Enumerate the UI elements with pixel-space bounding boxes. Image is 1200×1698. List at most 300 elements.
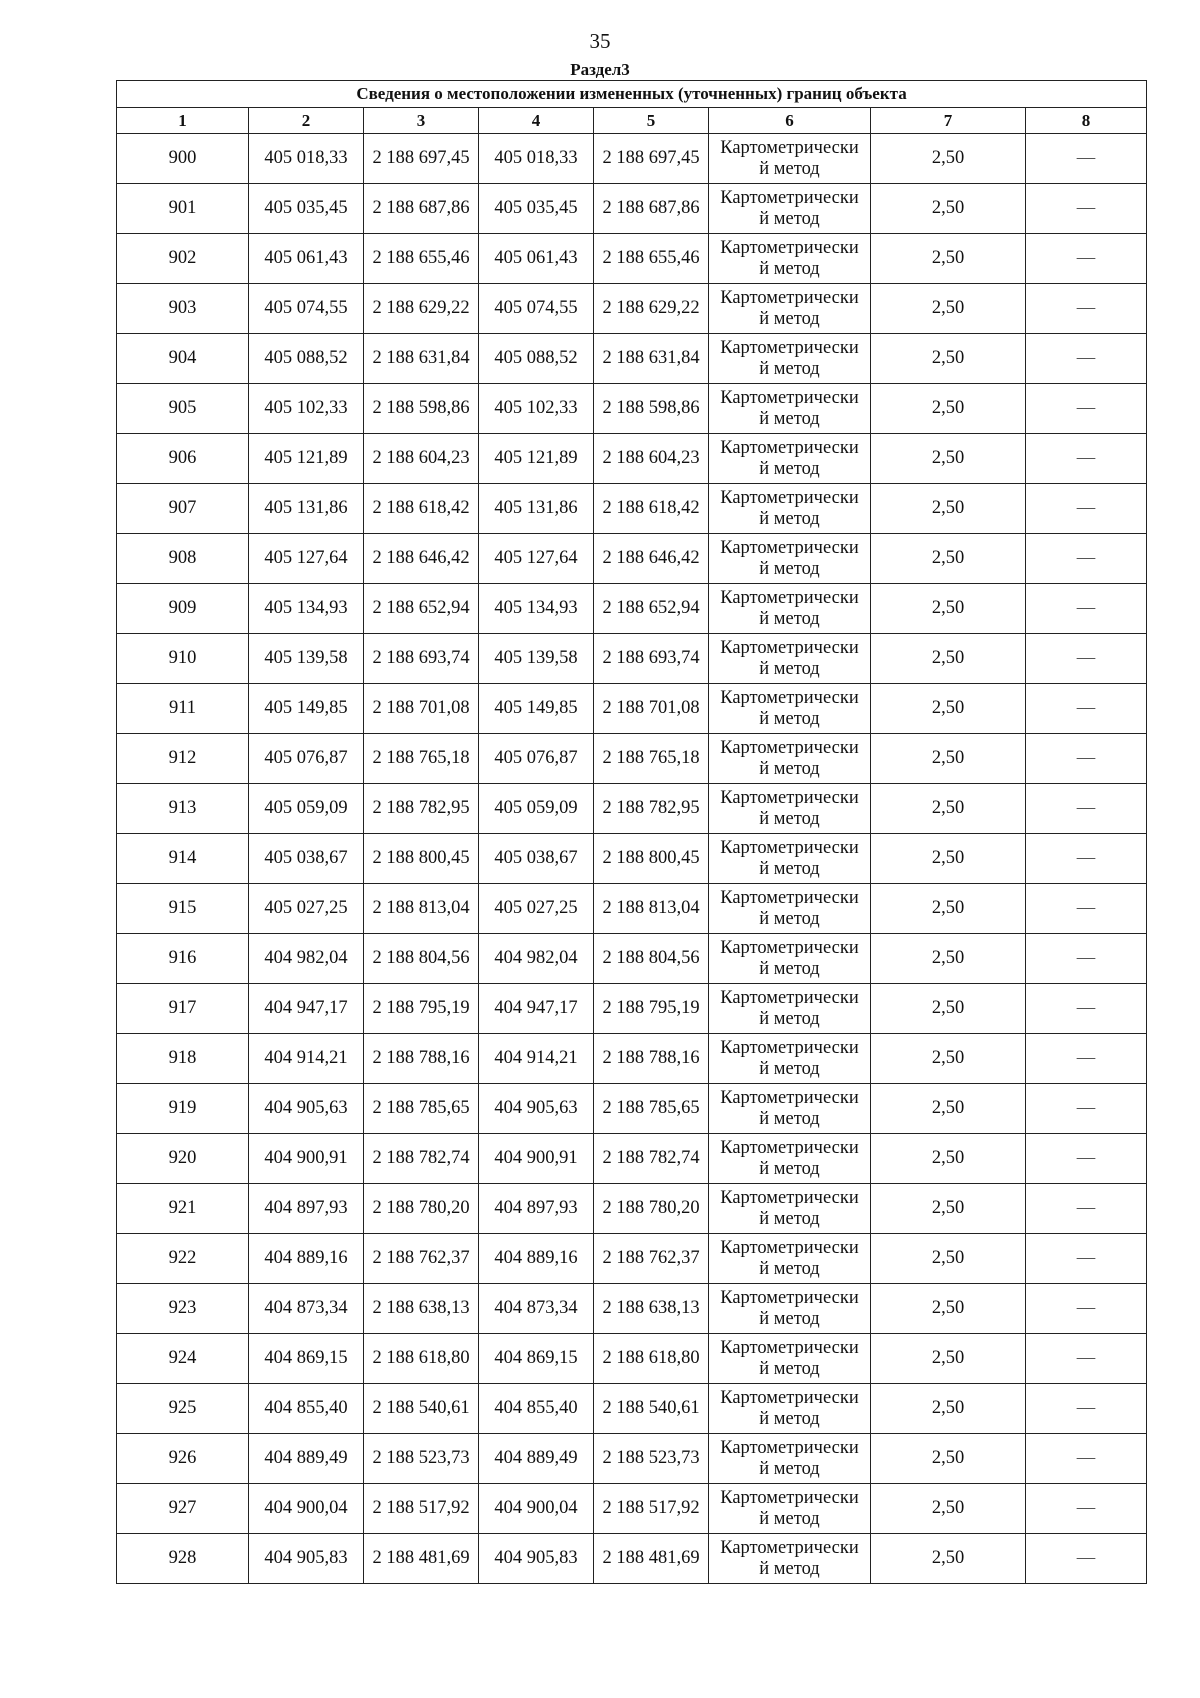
description-cell: — [1026, 634, 1147, 684]
method-text-line1: Картометрически [720, 637, 859, 658]
method-cell [709, 284, 871, 334]
method-cell [709, 334, 871, 384]
page-number: 35 [589, 29, 611, 53]
point-number-cell: 911 [117, 684, 249, 734]
method-text-line2: й метод [759, 1258, 820, 1279]
y-coord-cell: 2 188 800,45 [364, 834, 479, 884]
method-cell [709, 134, 871, 184]
method-cell [709, 1284, 871, 1334]
y-coord-cell: 2 188 481,69 [364, 1534, 479, 1584]
table-row [117, 184, 1147, 234]
method-text-line1: Картометрически [720, 887, 859, 908]
method-text-line2: й метод [759, 1158, 820, 1179]
description-cell: — [1026, 884, 1147, 934]
x-coord-cell: 405 027,25 [249, 884, 364, 934]
point-number-cell: 900 [117, 134, 249, 184]
coordinates-table [116, 80, 1147, 1584]
y-coord-new-cell: 2 188 780,20 [594, 1184, 709, 1234]
point-number-cell: 904 [117, 334, 249, 384]
x-coord-cell: 404 889,16 [249, 1234, 364, 1284]
y-coord-new-cell: 2 188 517,92 [594, 1484, 709, 1534]
method-text-line1: Картометрически [720, 1387, 859, 1408]
table-row [117, 234, 1147, 284]
method-text-line2: й метод [759, 1508, 820, 1529]
description-cell: — [1026, 334, 1147, 384]
x-coord-cell: 405 139,58 [249, 634, 364, 684]
x-coord-cell: 405 088,52 [249, 334, 364, 384]
accuracy-cell: 2,50 [871, 934, 1026, 984]
accuracy-cell: 2,50 [871, 534, 1026, 584]
y-coord-cell: 2 188 795,19 [364, 984, 479, 1034]
description-cell: — [1026, 1284, 1147, 1334]
method-text-line1: Картометрически [720, 437, 859, 458]
method-text-line2: й метод [759, 908, 820, 929]
x-coord-new-cell: 405 027,25 [479, 884, 594, 934]
y-coord-new-cell: 2 188 604,23 [594, 434, 709, 484]
method-text-line2: й метод [759, 1558, 820, 1579]
x-coord-new-cell: 405 149,85 [479, 684, 594, 734]
method-cell [709, 234, 871, 284]
table-title: Сведения о местоположении измененных (уточненных) границ объекта [117, 81, 1147, 108]
accuracy-cell: 2,50 [871, 884, 1026, 934]
y-coord-cell: 2 188 523,73 [364, 1434, 479, 1484]
y-coord-new-cell: 2 188 618,80 [594, 1334, 709, 1384]
method-text-line2: й метод [759, 1358, 820, 1379]
table-row [117, 1234, 1147, 1284]
x-coord-cell: 405 149,85 [249, 684, 364, 734]
method-text-line1: Картометрически [720, 187, 859, 208]
accuracy-cell: 2,50 [871, 1534, 1026, 1584]
y-coord-new-cell: 2 188 481,69 [594, 1534, 709, 1584]
table-row [117, 1084, 1147, 1134]
table-row [117, 334, 1147, 384]
accuracy-cell: 2,50 [871, 784, 1026, 834]
x-coord-cell: 405 102,33 [249, 384, 364, 434]
x-coord-new-cell: 405 076,87 [479, 734, 594, 784]
x-coord-new-cell: 405 059,09 [479, 784, 594, 834]
description-cell: — [1026, 234, 1147, 284]
accuracy-cell: 2,50 [871, 1234, 1026, 1284]
point-number-cell: 923 [117, 1284, 249, 1334]
method-text-line1: Картометрически [720, 1187, 859, 1208]
point-number-cell: 906 [117, 434, 249, 484]
x-coord-cell: 405 134,93 [249, 584, 364, 634]
table-row [117, 534, 1147, 584]
y-coord-cell: 2 188 638,13 [364, 1284, 479, 1334]
method-text-line1: Картометрически [720, 237, 859, 258]
y-coord-new-cell: 2 188 631,84 [594, 334, 709, 384]
column-number-header: 1 [117, 108, 249, 134]
description-cell: — [1026, 184, 1147, 234]
x-coord-new-cell: 404 869,15 [479, 1334, 594, 1384]
description-cell: — [1026, 784, 1147, 834]
x-coord-new-cell: 405 131,86 [479, 484, 594, 534]
x-coord-new-cell: 404 855,40 [479, 1384, 594, 1434]
y-coord-cell: 2 188 765,18 [364, 734, 479, 784]
method-text-line2: й метод [759, 1108, 820, 1129]
table-row [117, 984, 1147, 1034]
x-coord-cell: 405 035,45 [249, 184, 364, 234]
accuracy-cell: 2,50 [871, 284, 1026, 334]
method-text-line1: Картометрически [720, 487, 859, 508]
method-text-line1: Картометрически [720, 1237, 859, 1258]
method-text-line2: й метод [759, 758, 820, 779]
method-text-line2: й метод [759, 208, 820, 229]
x-coord-cell: 404 897,93 [249, 1184, 364, 1234]
x-coord-new-cell: 404 947,17 [479, 984, 594, 1034]
point-number-cell: 927 [117, 1484, 249, 1534]
description-cell: — [1026, 384, 1147, 434]
method-cell [709, 534, 871, 584]
table-row [117, 1034, 1147, 1084]
method-text-line1: Картометрически [720, 1137, 859, 1158]
method-text-line2: й метод [759, 708, 820, 729]
method-cell [709, 1384, 871, 1434]
method-text-line1: Картометрически [720, 837, 859, 858]
section-label: Раздел3 [570, 60, 630, 79]
point-number-cell: 919 [117, 1084, 249, 1134]
point-number-cell: 922 [117, 1234, 249, 1284]
point-number-cell: 910 [117, 634, 249, 684]
accuracy-cell: 2,50 [871, 334, 1026, 384]
x-coord-new-cell: 405 121,89 [479, 434, 594, 484]
method-text-line2: й метод [759, 958, 820, 979]
description-cell: — [1026, 1134, 1147, 1184]
description-cell: — [1026, 134, 1147, 184]
method-text-line2: й метод [759, 608, 820, 629]
x-coord-cell: 405 018,33 [249, 134, 364, 184]
y-coord-cell: 2 188 517,92 [364, 1484, 479, 1534]
method-text-line1: Картометрически [720, 537, 859, 558]
accuracy-cell: 2,50 [871, 384, 1026, 434]
table-row [117, 134, 1147, 184]
description-cell: — [1026, 534, 1147, 584]
y-coord-cell: 2 188 762,37 [364, 1234, 479, 1284]
y-coord-cell: 2 188 782,95 [364, 784, 479, 834]
x-coord-cell: 404 914,21 [249, 1034, 364, 1084]
description-cell: — [1026, 1234, 1147, 1284]
x-coord-new-cell: 405 088,52 [479, 334, 594, 384]
x-coord-new-cell: 404 889,49 [479, 1434, 594, 1484]
table-row [117, 934, 1147, 984]
column-number-row [117, 108, 1147, 134]
accuracy-cell: 2,50 [871, 1184, 1026, 1234]
description-cell: — [1026, 1384, 1147, 1434]
x-coord-cell: 405 059,09 [249, 784, 364, 834]
accuracy-cell: 2,50 [871, 184, 1026, 234]
y-coord-new-cell: 2 188 618,42 [594, 484, 709, 534]
point-number-cell: 901 [117, 184, 249, 234]
point-number-cell: 902 [117, 234, 249, 284]
y-coord-new-cell: 2 188 762,37 [594, 1234, 709, 1284]
method-cell [709, 984, 871, 1034]
method-text-line2: й метод [759, 1458, 820, 1479]
method-cell [709, 1534, 871, 1584]
description-cell: — [1026, 1184, 1147, 1234]
method-cell [709, 884, 871, 934]
y-coord-new-cell: 2 188 782,95 [594, 784, 709, 834]
method-cell [709, 834, 871, 884]
table-row [117, 784, 1147, 834]
table-row [117, 1184, 1147, 1234]
method-text-line1: Картометрически [720, 737, 859, 758]
description-cell: — [1026, 484, 1147, 534]
accuracy-cell: 2,50 [871, 1484, 1026, 1534]
method-cell [709, 1234, 871, 1284]
method-text-line1: Картометрически [720, 387, 859, 408]
x-coord-cell: 405 131,86 [249, 484, 364, 534]
accuracy-cell: 2,50 [871, 1434, 1026, 1484]
method-text-line2: й метод [759, 1058, 820, 1079]
method-text-line1: Картометрически [720, 937, 859, 958]
y-coord-cell: 2 188 813,04 [364, 884, 479, 934]
x-coord-cell: 404 873,34 [249, 1284, 364, 1334]
y-coord-cell: 2 188 598,86 [364, 384, 479, 434]
accuracy-cell: 2,50 [871, 234, 1026, 284]
x-coord-cell: 404 905,63 [249, 1084, 364, 1134]
method-cell [709, 934, 871, 984]
point-number-cell: 908 [117, 534, 249, 584]
y-coord-new-cell: 2 188 701,08 [594, 684, 709, 734]
x-coord-cell: 405 127,64 [249, 534, 364, 584]
point-number-cell: 909 [117, 584, 249, 634]
method-cell [709, 1334, 871, 1384]
description-cell: — [1026, 1434, 1147, 1484]
table-row [117, 1334, 1147, 1384]
y-coord-new-cell: 2 188 629,22 [594, 284, 709, 334]
y-coord-cell: 2 188 693,74 [364, 634, 479, 684]
column-number-header: 5 [594, 108, 709, 134]
point-number-cell: 921 [117, 1184, 249, 1234]
accuracy-cell: 2,50 [871, 1084, 1026, 1134]
table-row [117, 884, 1147, 934]
description-cell: — [1026, 1484, 1147, 1534]
method-text-line1: Картометрически [720, 987, 859, 1008]
table-row [117, 284, 1147, 334]
x-coord-cell: 405 038,67 [249, 834, 364, 884]
accuracy-cell: 2,50 [871, 634, 1026, 684]
table-row [117, 384, 1147, 434]
table-row [117, 834, 1147, 884]
y-coord-cell: 2 188 785,65 [364, 1084, 479, 1134]
method-text-line2: й метод [759, 1308, 820, 1329]
method-text-line1: Картометрически [720, 1337, 859, 1358]
y-coord-new-cell: 2 188 785,65 [594, 1084, 709, 1134]
accuracy-cell: 2,50 [871, 484, 1026, 534]
y-coord-new-cell: 2 188 638,13 [594, 1284, 709, 1334]
description-cell: — [1026, 1334, 1147, 1384]
point-number-cell: 912 [117, 734, 249, 784]
y-coord-new-cell: 2 188 598,86 [594, 384, 709, 434]
x-coord-new-cell: 405 018,33 [479, 134, 594, 184]
table-body [117, 134, 1147, 1584]
column-number-header: 7 [871, 108, 1026, 134]
y-coord-new-cell: 2 188 687,86 [594, 184, 709, 234]
method-text-line1: Картометрически [720, 587, 859, 608]
point-number-cell: 916 [117, 934, 249, 984]
point-number-cell: 915 [117, 884, 249, 934]
column-number-header: 8 [1026, 108, 1147, 134]
method-text-line2: й метод [759, 308, 820, 329]
method-cell [709, 684, 871, 734]
method-text-line2: й метод [759, 658, 820, 679]
x-coord-new-cell: 404 873,34 [479, 1284, 594, 1334]
description-cell: — [1026, 1034, 1147, 1084]
y-coord-cell: 2 188 701,08 [364, 684, 479, 734]
table-row [117, 584, 1147, 634]
method-text-line2: й метод [759, 508, 820, 529]
method-text-line2: й метод [759, 458, 820, 479]
y-coord-new-cell: 2 188 800,45 [594, 834, 709, 884]
point-number-cell: 917 [117, 984, 249, 1034]
x-coord-new-cell: 405 134,93 [479, 584, 594, 634]
x-coord-new-cell: 405 061,43 [479, 234, 594, 284]
y-coord-cell: 2 188 604,23 [364, 434, 479, 484]
description-cell: — [1026, 434, 1147, 484]
table-row [117, 1434, 1147, 1484]
x-coord-new-cell: 405 035,45 [479, 184, 594, 234]
x-coord-cell: 404 947,17 [249, 984, 364, 1034]
y-coord-new-cell: 2 188 697,45 [594, 134, 709, 184]
x-coord-cell: 404 900,91 [249, 1134, 364, 1184]
method-text-line1: Картометрически [720, 1487, 859, 1508]
y-coord-cell: 2 188 780,20 [364, 1184, 479, 1234]
x-coord-cell: 404 869,15 [249, 1334, 364, 1384]
description-cell: — [1026, 934, 1147, 984]
y-coord-cell: 2 188 631,84 [364, 334, 479, 384]
x-coord-cell: 404 905,83 [249, 1534, 364, 1584]
column-number-header: 6 [709, 108, 871, 134]
y-coord-cell: 2 188 782,74 [364, 1134, 479, 1184]
method-text-line2: й метод [759, 1408, 820, 1429]
column-number-header: 3 [364, 108, 479, 134]
accuracy-cell: 2,50 [871, 1034, 1026, 1084]
accuracy-cell: 2,50 [871, 434, 1026, 484]
x-coord-cell: 404 855,40 [249, 1384, 364, 1434]
x-coord-new-cell: 404 889,16 [479, 1234, 594, 1284]
y-coord-new-cell: 2 188 765,18 [594, 734, 709, 784]
accuracy-cell: 2,50 [871, 1384, 1026, 1434]
point-number-cell: 918 [117, 1034, 249, 1084]
accuracy-cell: 2,50 [871, 834, 1026, 884]
y-coord-new-cell: 2 188 804,56 [594, 934, 709, 984]
method-cell [709, 634, 871, 684]
x-coord-cell: 405 121,89 [249, 434, 364, 484]
y-coord-cell: 2 188 687,86 [364, 184, 479, 234]
point-number-cell: 928 [117, 1534, 249, 1584]
y-coord-new-cell: 2 188 788,16 [594, 1034, 709, 1084]
point-number-cell: 914 [117, 834, 249, 884]
y-coord-new-cell: 2 188 540,61 [594, 1384, 709, 1434]
point-number-cell: 913 [117, 784, 249, 834]
method-cell [709, 784, 871, 834]
method-text-line1: Картометрически [720, 1287, 859, 1308]
x-coord-new-cell: 404 897,93 [479, 1184, 594, 1234]
x-coord-new-cell: 404 900,04 [479, 1484, 594, 1534]
y-coord-cell: 2 188 540,61 [364, 1384, 479, 1434]
method-text-line2: й метод [759, 408, 820, 429]
table-row [117, 734, 1147, 784]
description-cell: — [1026, 684, 1147, 734]
method-text-line2: й метод [759, 158, 820, 179]
method-cell [709, 1484, 871, 1534]
y-coord-new-cell: 2 188 795,19 [594, 984, 709, 1034]
point-number-cell: 926 [117, 1434, 249, 1484]
point-number-cell: 924 [117, 1334, 249, 1384]
method-text-line1: Картометрически [720, 337, 859, 358]
accuracy-cell: 2,50 [871, 1334, 1026, 1384]
y-coord-cell: 2 188 629,22 [364, 284, 479, 334]
point-number-cell: 925 [117, 1384, 249, 1434]
x-coord-new-cell: 404 905,63 [479, 1084, 594, 1134]
y-coord-new-cell: 2 188 523,73 [594, 1434, 709, 1484]
method-text-line1: Картометрически [720, 1437, 859, 1458]
table-row [117, 1484, 1147, 1534]
y-coord-new-cell: 2 188 813,04 [594, 884, 709, 934]
description-cell: — [1026, 1084, 1147, 1134]
method-cell [709, 1184, 871, 1234]
point-number-cell: 905 [117, 384, 249, 434]
description-cell: — [1026, 734, 1147, 784]
method-text-line2: й метод [759, 358, 820, 379]
x-coord-new-cell: 404 914,21 [479, 1034, 594, 1084]
x-coord-new-cell: 404 900,91 [479, 1134, 594, 1184]
table-row [117, 1534, 1147, 1584]
method-text-line2: й метод [759, 808, 820, 829]
method-text-line1: Картометрически [720, 1537, 859, 1558]
x-coord-new-cell: 404 905,83 [479, 1534, 594, 1584]
accuracy-cell: 2,50 [871, 584, 1026, 634]
column-number-header: 4 [479, 108, 594, 134]
method-text-line1: Картометрически [720, 787, 859, 808]
y-coord-new-cell: 2 188 655,46 [594, 234, 709, 284]
x-coord-new-cell: 405 127,64 [479, 534, 594, 584]
point-number-cell: 903 [117, 284, 249, 334]
accuracy-cell: 2,50 [871, 984, 1026, 1034]
y-coord-new-cell: 2 188 652,94 [594, 584, 709, 634]
description-cell: — [1026, 284, 1147, 334]
method-text-line1: Картометрически [720, 287, 859, 308]
method-text-line1: Картометрически [720, 1087, 859, 1108]
y-coord-new-cell: 2 188 693,74 [594, 634, 709, 684]
method-cell [709, 184, 871, 234]
method-cell [709, 434, 871, 484]
method-cell [709, 1084, 871, 1134]
table-row [117, 434, 1147, 484]
method-text-line2: й метод [759, 858, 820, 879]
method-text-line2: й метод [759, 558, 820, 579]
accuracy-cell: 2,50 [871, 1134, 1026, 1184]
y-coord-cell: 2 188 652,94 [364, 584, 479, 634]
table-row [117, 684, 1147, 734]
method-cell [709, 1434, 871, 1484]
description-cell: — [1026, 984, 1147, 1034]
x-coord-new-cell: 405 139,58 [479, 634, 594, 684]
method-text-line1: Картометрически [720, 137, 859, 158]
x-coord-new-cell: 405 074,55 [479, 284, 594, 334]
method-cell [709, 1034, 871, 1084]
description-cell: — [1026, 1534, 1147, 1584]
method-text-line1: Картометрически [720, 687, 859, 708]
y-coord-cell: 2 188 788,16 [364, 1034, 479, 1084]
table-row [117, 1284, 1147, 1334]
accuracy-cell: 2,50 [871, 134, 1026, 184]
x-coord-new-cell: 405 038,67 [479, 834, 594, 884]
y-coord-cell: 2 188 646,42 [364, 534, 479, 584]
x-coord-cell: 405 076,87 [249, 734, 364, 784]
x-coord-new-cell: 405 102,33 [479, 384, 594, 434]
method-cell [709, 484, 871, 534]
